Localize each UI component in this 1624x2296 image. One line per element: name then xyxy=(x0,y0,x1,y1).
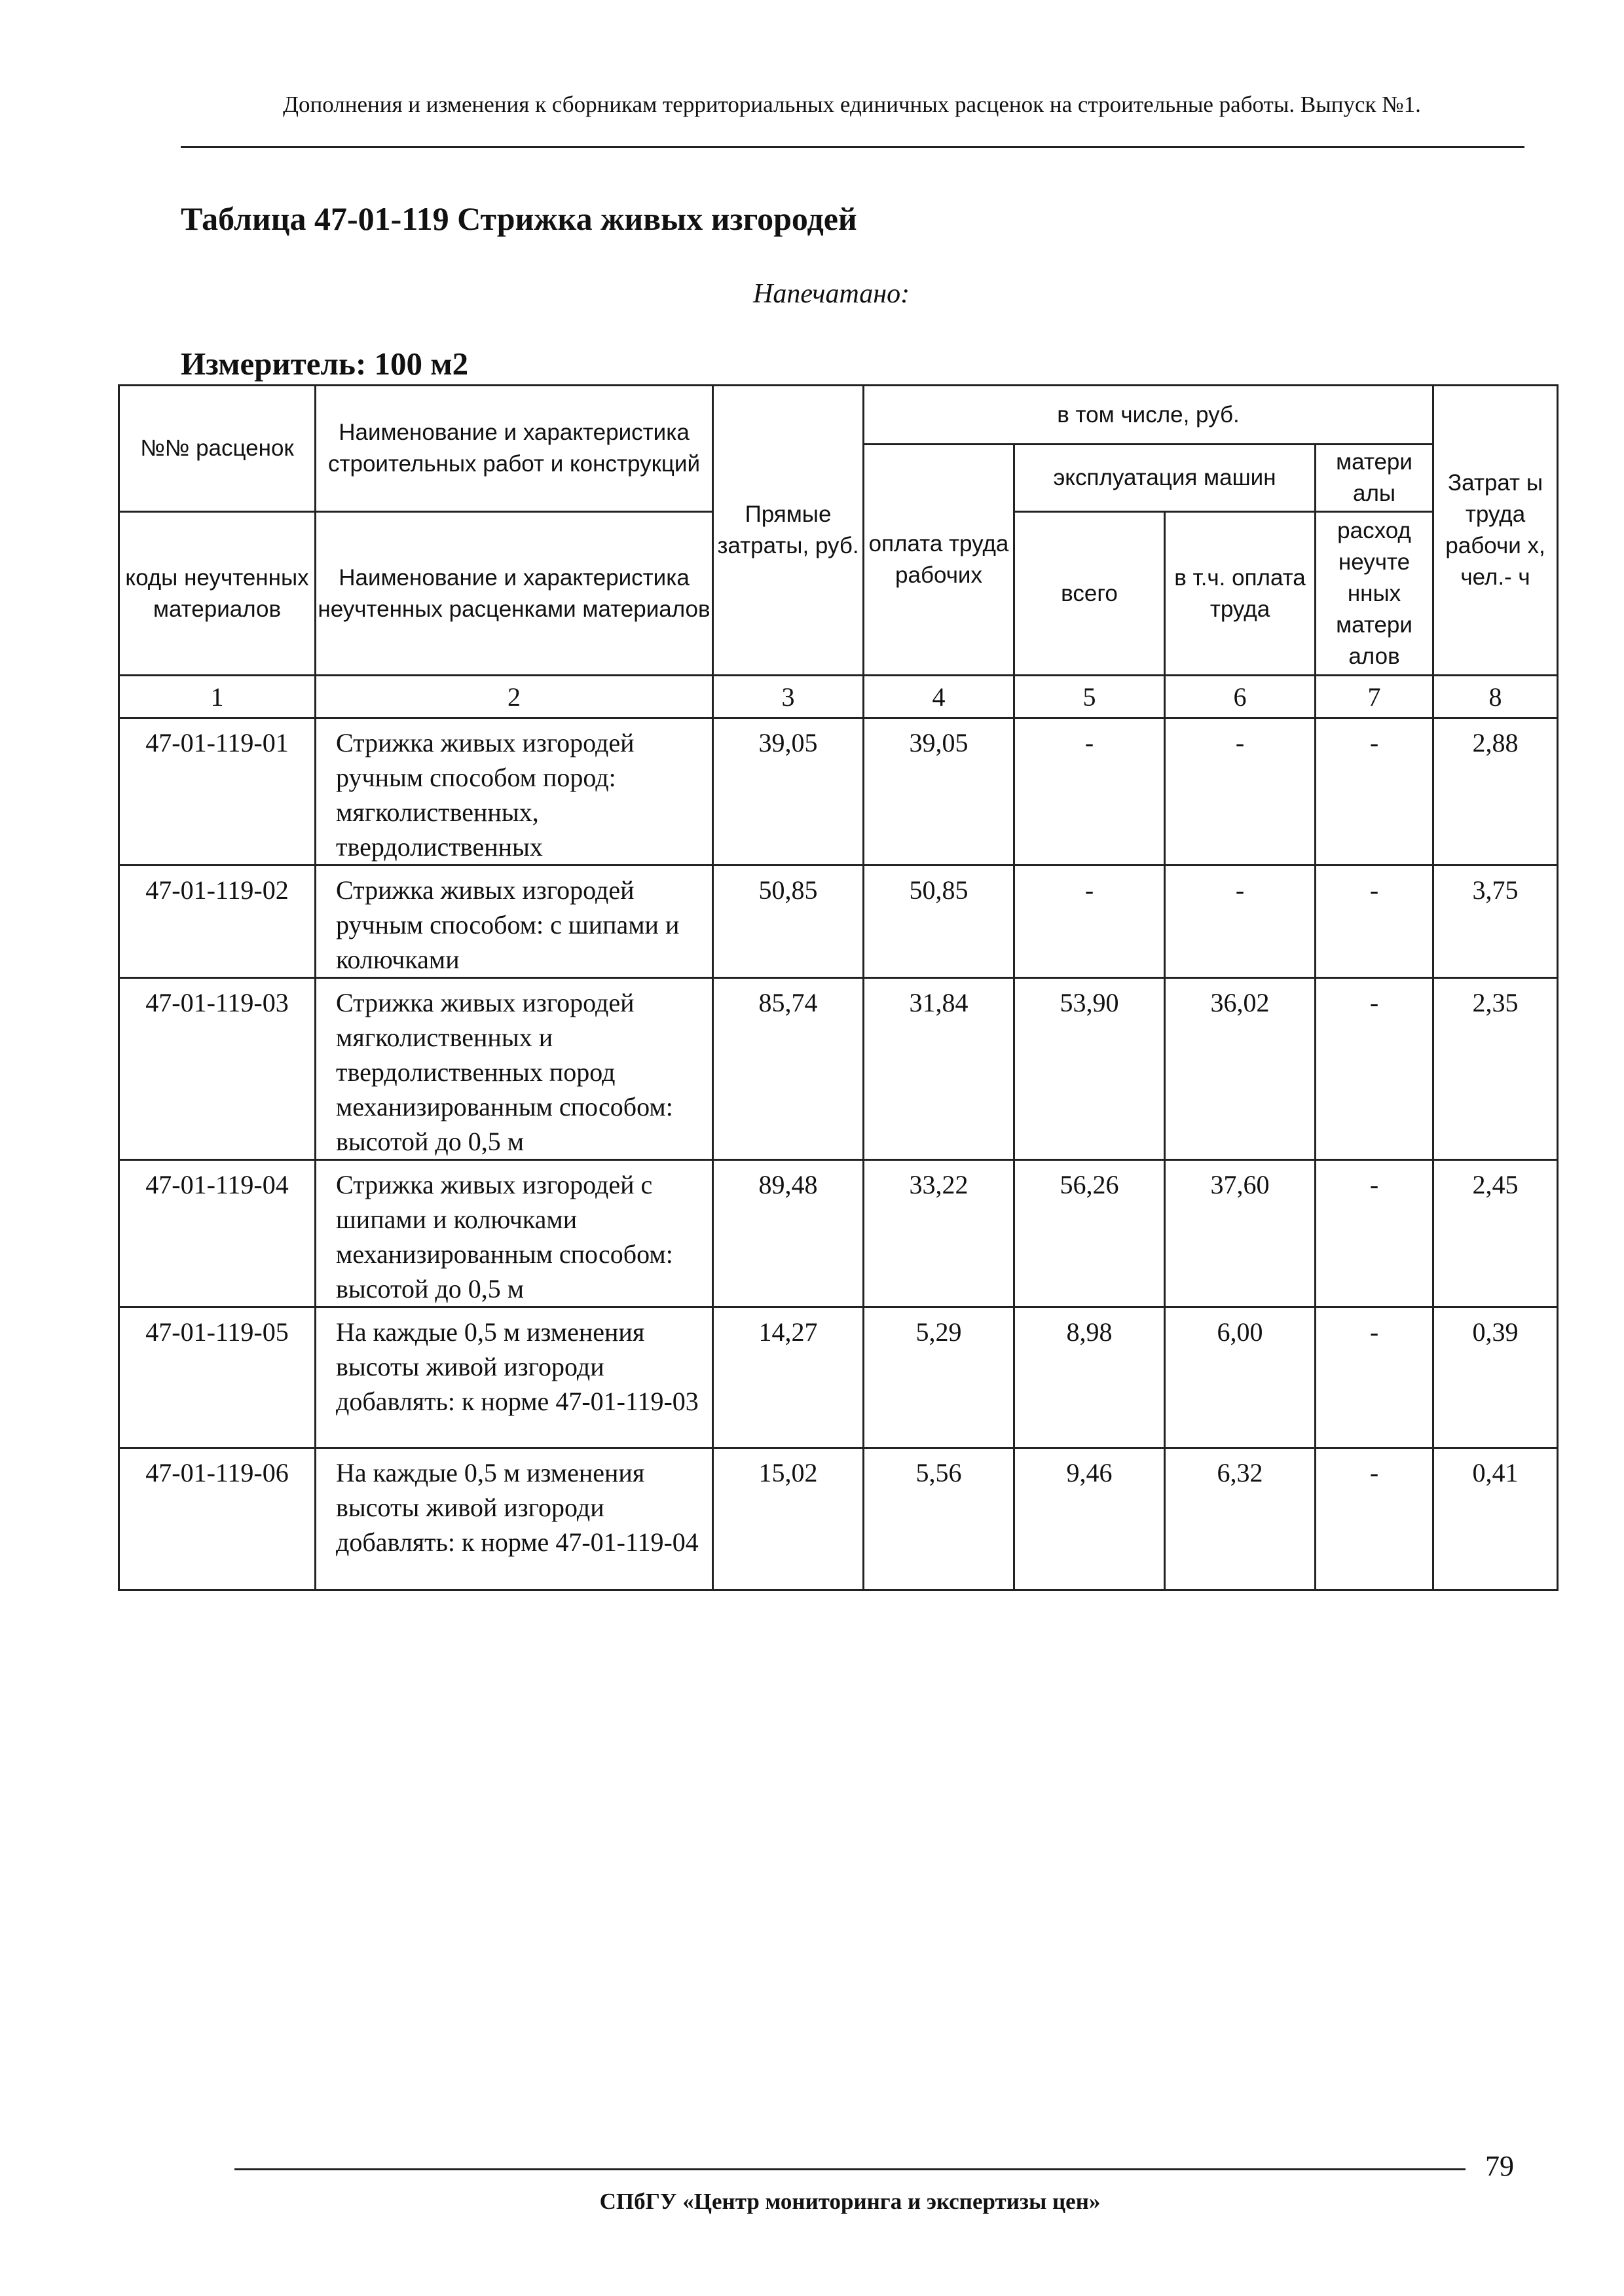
document-header: Дополнения и изменения к сборникам территориальных единичных расценок на строительные работы. Выпуск №1. xyxy=(283,92,1421,117)
direct-costs: 14,27 xyxy=(713,1307,864,1448)
labor-cost: 3,75 xyxy=(1433,866,1558,978)
machines-total: - xyxy=(1014,718,1165,866)
rate-code: 47-01-119-01 xyxy=(119,718,316,866)
direct-costs: 89,48 xyxy=(713,1160,864,1307)
labor-pay: 50,85 xyxy=(864,866,1014,978)
machines-wage: 6,32 xyxy=(1165,1448,1316,1590)
column-number: 2 xyxy=(316,676,713,718)
rate-name: На каждые 0,5 м изменения высоты живой изгороди добавлять: к норме 47-01-119-03 xyxy=(316,1307,713,1448)
rate-name: Стрижка живых изгородей ручным способом: с шипами и колючками xyxy=(316,866,713,978)
materials: - xyxy=(1316,1160,1433,1307)
column-number: 3 xyxy=(713,676,864,718)
direct-costs: 39,05 xyxy=(713,718,864,866)
labor-pay: 5,56 xyxy=(864,1448,1014,1590)
labor-pay: 31,84 xyxy=(864,978,1014,1160)
rate-name: Стрижка живых изгородей с шипами и колючками механизированным способом: высотой до 0,5 м xyxy=(316,1160,713,1307)
header-machines: эксплуатация машин xyxy=(1014,445,1316,512)
table-row xyxy=(119,978,1558,1160)
machines-wage: - xyxy=(1165,718,1316,866)
direct-costs: 85,74 xyxy=(713,978,864,1160)
unit-label: Измеритель: 100 м2 xyxy=(181,346,469,382)
direct-costs: 50,85 xyxy=(713,866,864,978)
materials: - xyxy=(1316,1448,1433,1590)
labor-cost: 0,39 xyxy=(1433,1307,1558,1448)
rate-name: Стрижка живых изгородей мягколиственных и твердолиственных пород механизированным способом: высотой до 0,5 м xyxy=(316,978,713,1160)
column-number: 6 xyxy=(1165,676,1316,718)
header-including: в том числе, руб. xyxy=(864,386,1433,445)
rate-name: Стрижка живых изгородей ручным способом пород: мягколиственных, твердолиственных xyxy=(316,718,713,866)
header-direct-costs: Прямые затраты, руб. xyxy=(713,386,864,676)
header-materials: матери алы xyxy=(1316,445,1433,512)
materials: - xyxy=(1316,718,1433,866)
rate-code: 47-01-119-03 xyxy=(119,978,316,1160)
machines-wage: 36,02 xyxy=(1165,978,1316,1160)
table-title: Таблица 47-01-119 Стрижка живых изгородей xyxy=(181,200,857,237)
header-labor-cost: Затрат ы труда рабочи х, чел.- ч xyxy=(1433,386,1558,676)
materials: - xyxy=(1316,1307,1433,1448)
machines-wage: 37,60 xyxy=(1165,1160,1316,1307)
rates-table xyxy=(118,384,1559,1591)
machines-wage: 6,00 xyxy=(1165,1307,1316,1448)
column-number: 7 xyxy=(1316,676,1433,718)
header-unaccounted-codes: коды неучтенных материалов xyxy=(119,512,316,676)
header-divider xyxy=(181,146,1524,148)
table-row xyxy=(119,718,1558,866)
labor-cost: 2,35 xyxy=(1433,978,1558,1160)
machines-total: 53,90 xyxy=(1014,978,1165,1160)
materials: - xyxy=(1316,866,1433,978)
table-row xyxy=(119,866,1558,978)
machines-total: 8,98 xyxy=(1014,1307,1165,1448)
direct-costs: 15,02 xyxy=(713,1448,864,1590)
rate-name: На каждые 0,5 м изменения высоты живой изгороди добавлять: к норме 47-01-119-04 xyxy=(316,1448,713,1590)
header-machines-total: всего xyxy=(1014,512,1165,676)
rate-code: 47-01-119-05 xyxy=(119,1307,316,1448)
machines-wage: - xyxy=(1165,866,1316,978)
footer-divider xyxy=(234,2168,1466,2170)
labor-cost: 2,88 xyxy=(1433,718,1558,866)
column-numbers-row xyxy=(119,676,1558,718)
header-machines-wage: в т.ч. оплата труда xyxy=(1165,512,1316,676)
labor-cost: 0,41 xyxy=(1433,1448,1558,1590)
labor-pay: 39,05 xyxy=(864,718,1014,866)
header-name: Наименование и характеристика строительных работ и конструкций xyxy=(316,386,713,512)
rate-code: 47-01-119-06 xyxy=(119,1448,316,1590)
printed-note: Напечатано: xyxy=(753,279,910,309)
column-number: 4 xyxy=(864,676,1014,718)
rate-code: 47-01-119-04 xyxy=(119,1160,316,1307)
footer-text: СПбГУ «Центр мониторинга и экспертизы цен» xyxy=(599,2189,1101,2214)
labor-cost: 2,45 xyxy=(1433,1160,1558,1307)
labor-pay: 5,29 xyxy=(864,1307,1014,1448)
column-number: 8 xyxy=(1433,676,1558,718)
header-code: №№ расценок xyxy=(119,386,316,512)
labor-pay: 33,22 xyxy=(864,1160,1014,1307)
column-number: 5 xyxy=(1014,676,1165,718)
rate-code: 47-01-119-02 xyxy=(119,866,316,978)
table-row xyxy=(119,1160,1558,1307)
header-labor-pay: оплата труда рабочих xyxy=(864,445,1014,676)
table-row xyxy=(119,1448,1558,1590)
materials: - xyxy=(1316,978,1433,1160)
machines-total: 56,26 xyxy=(1014,1160,1165,1307)
table-row xyxy=(119,1307,1558,1448)
column-number: 1 xyxy=(119,676,316,718)
header-unaccounted-name: Наименование и характеристика неучтенных расценками материалов xyxy=(316,512,713,676)
machines-total: - xyxy=(1014,866,1165,978)
page-number: 79 xyxy=(1485,2150,1514,2182)
header-materials-flow: расход неучте нных матери алов xyxy=(1316,512,1433,676)
machines-total: 9,46 xyxy=(1014,1448,1165,1590)
